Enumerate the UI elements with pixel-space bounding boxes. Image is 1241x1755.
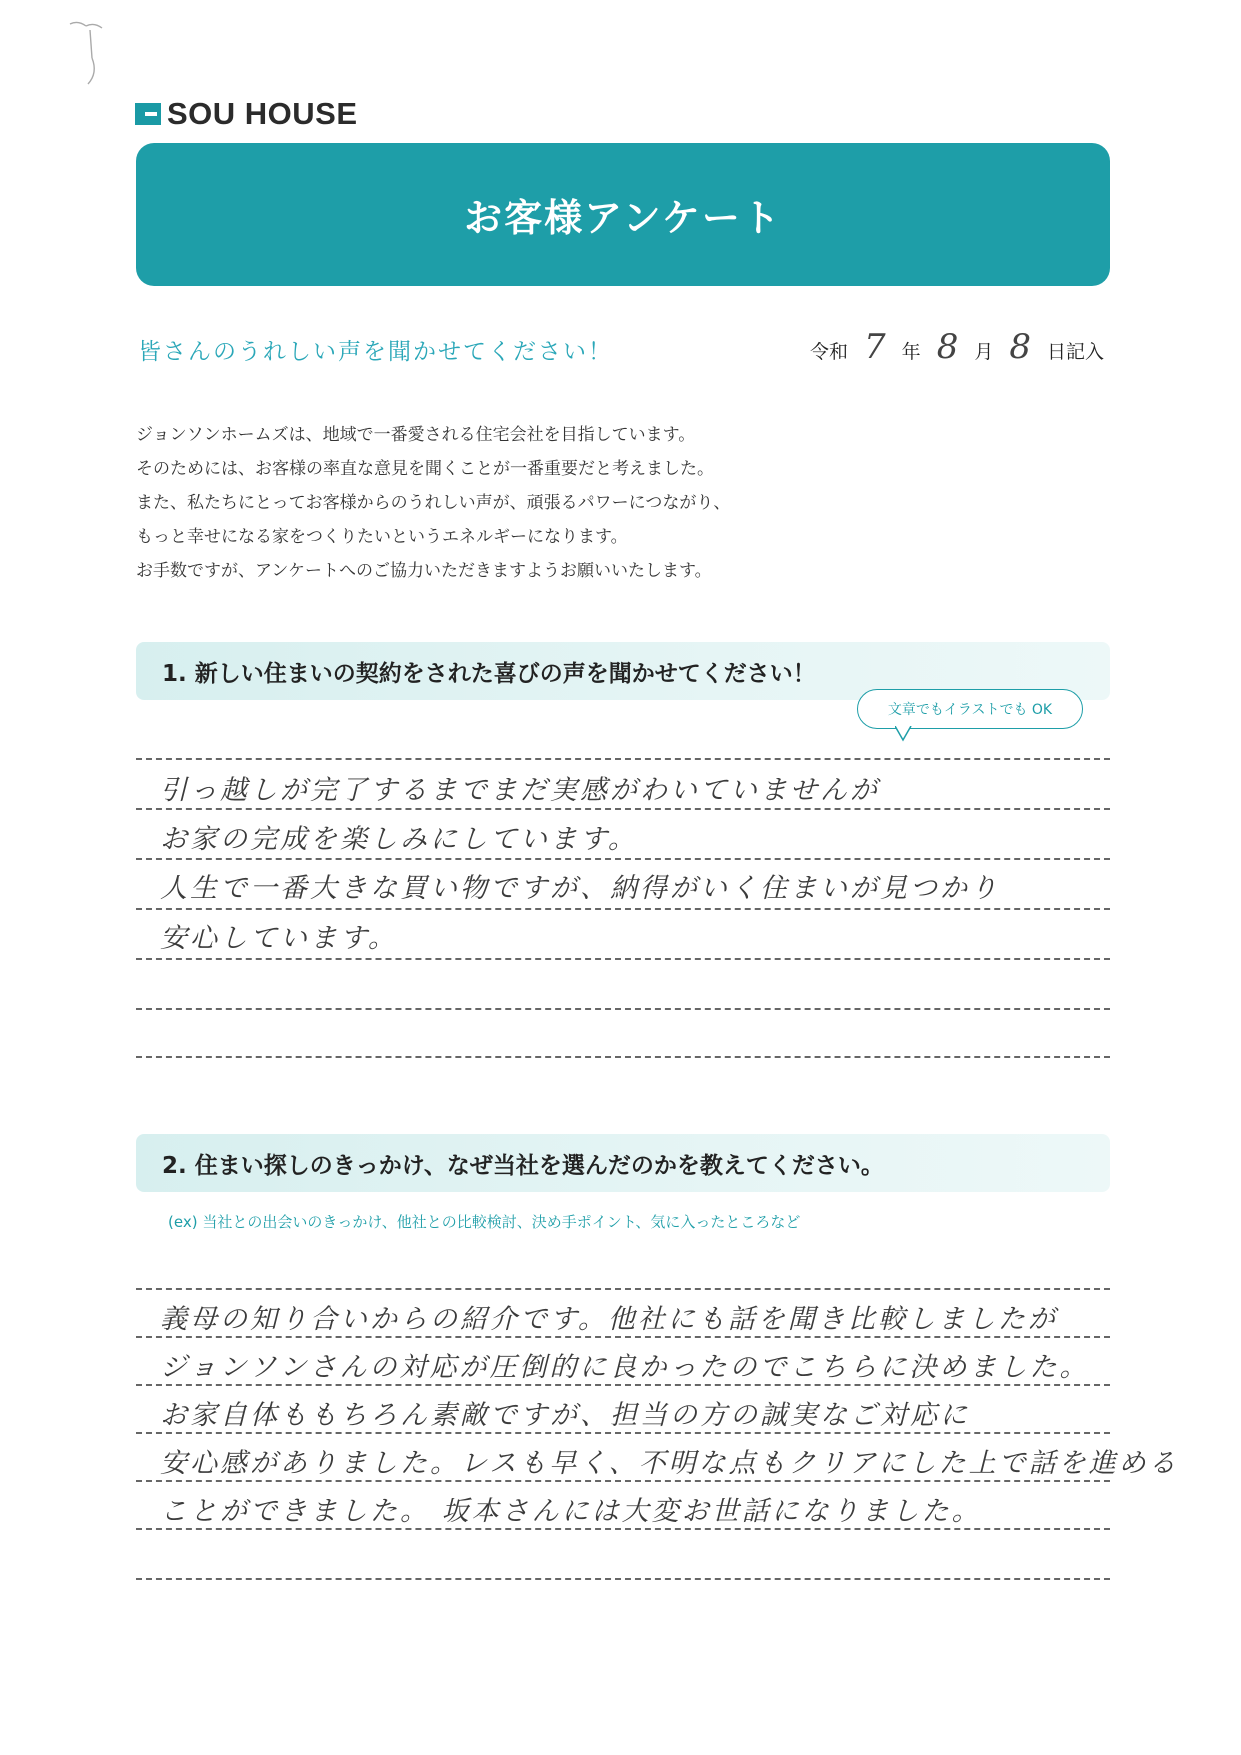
brand-name: SOU HOUSE <box>167 96 358 131</box>
speech-bubble-tail-icon <box>895 726 915 742</box>
intro-paragraph <box>136 418 730 588</box>
answer-rule <box>136 1056 1110 1058</box>
answer-rule <box>136 1008 1110 1010</box>
q1-answer-line[interactable]: お家の完成を楽しみにしています。 <box>160 824 638 855</box>
date-year-unit: 年 <box>901 341 921 363</box>
entry-date <box>804 327 1110 367</box>
date-era: 令和 <box>810 341 849 363</box>
header-banner <box>136 143 1110 286</box>
subtitle: 皆さんのうれしい声を聞かせてください！ <box>138 339 613 365</box>
answer-rule <box>136 1336 1110 1338</box>
q2-answer-line[interactable]: お家自体ももちろん素敵ですが、担当の方の誠実なご対応に <box>160 1400 970 1431</box>
q2-answer-line[interactable]: 安心感がありました。レスも早く、不明な点もクリアにした上で話を進める <box>160 1448 1179 1479</box>
date-year-value[interactable]: 7 <box>864 327 886 367</box>
intro-line: そのためには、お客様の率直な意見を聞くことが一番重要だと考えました。 <box>136 459 714 479</box>
answer-rule <box>136 1578 1110 1580</box>
q2-answer-line[interactable]: ことができました。 坂本さんには大変お世話になりました。 <box>160 1496 982 1527</box>
date-month-value[interactable]: 8 <box>936 327 959 367</box>
intro-line: また、私たちにとってお客様からのうれしい声が、頑張るパワーにつながり、 <box>136 493 731 513</box>
intro-line: ジョンソンホームズは、地域で一番愛される住宅会社を目指しています。 <box>136 425 696 445</box>
answer-rule <box>136 758 1110 760</box>
q1-answer-line[interactable]: 人生で一番大きな買い物ですが、納得がいく住まいが見つかり <box>160 873 1000 904</box>
date-day-value[interactable]: 8 <box>1009 327 1031 367</box>
q1-answer-line[interactable]: 安心しています。 <box>160 923 398 954</box>
speech-bubble-note <box>857 689 1083 729</box>
answer-rule <box>136 858 1110 860</box>
question-1-title: 1. 新しい住まいの契約をされた喜びの声を聞かせてください！ <box>162 661 816 687</box>
answer-rule <box>136 908 1110 910</box>
date-month-unit: 月 <box>974 341 994 363</box>
brand-logo <box>135 96 358 132</box>
answer-rule <box>136 1288 1110 1290</box>
answer-rule <box>136 1528 1110 1530</box>
bubble-text: 文章でもイラストでも OK <box>887 702 1053 718</box>
answer-rule <box>136 1480 1110 1482</box>
answer-rule <box>136 808 1110 810</box>
answer-rule <box>136 958 1110 960</box>
q2-answer-line[interactable]: 義母の知り合いからの紹介です。他社にも話を聞き比較しましたが <box>160 1304 1058 1335</box>
answer-rule <box>136 1432 1110 1434</box>
page-title: お客様アンケート <box>464 196 782 240</box>
pen-scribble-mark <box>68 18 108 88</box>
intro-line: お手数ですが、アンケートへのご協力いただきますようお願いいたします。 <box>136 561 712 581</box>
date-day-unit: 日記入 <box>1046 341 1104 363</box>
intro-line: もっと幸せになる家をつくりたいというエネルギーになります。 <box>136 527 628 547</box>
question-2-header <box>136 1134 1110 1192</box>
question-2-hint: (ex) 当社との出会いのきっかけ、他社との比較検討、決め手ポイント、気に入ったところなど <box>168 1213 801 1231</box>
q2-answer-line[interactable]: ジョンソンさんの対応が圧倒的に良かったのでこちらに決めました。 <box>160 1352 1090 1383</box>
answer-rule <box>136 1384 1110 1386</box>
q1-answer-line[interactable]: 引っ越しが完了するまでまだ実感がわいていませんが <box>160 775 880 806</box>
brand-mark-icon <box>135 103 161 125</box>
question-2-title: 2. 住まい探しのきっかけ、なぜ当社を選んだのかを教えてください。 <box>162 1153 884 1179</box>
